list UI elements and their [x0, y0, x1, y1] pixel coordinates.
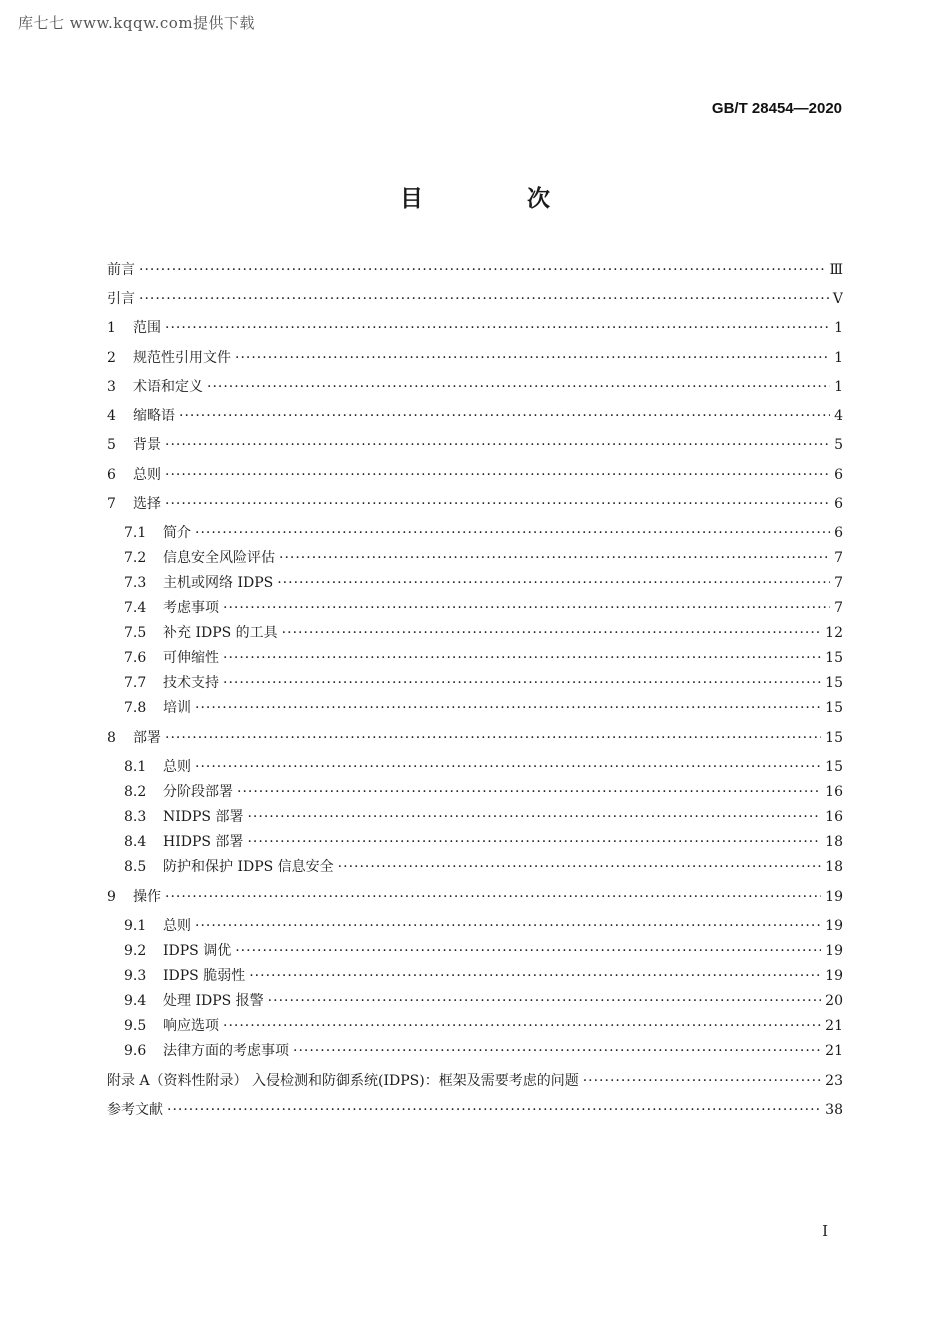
toc-entry-label: 规范性引用文件 — [133, 350, 231, 366]
toc-leader-dots — [223, 1018, 821, 1034]
toc-entry-number: 7.6 — [124, 650, 147, 666]
toc-entry-page: 18 — [825, 859, 843, 875]
toc-entry-label: HIDPS 部署 — [163, 834, 244, 850]
toc-entry-label: 总则 — [163, 759, 191, 775]
page-title: 目 次 — [399, 186, 598, 212]
toc-entry-label: 简介 — [163, 525, 191, 541]
toc-entry[interactable] — [107, 1015, 843, 1035]
toc-entry[interactable] — [107, 493, 843, 513]
toc-entry-page: 7 — [834, 550, 843, 566]
toc-entry-number: 3 — [107, 379, 116, 395]
toc-entry-label: 范围 — [133, 320, 161, 336]
toc-entry-page: 19 — [825, 889, 843, 905]
toc-entry-page: 19 — [825, 943, 843, 959]
toc-entry-label: 可伸缩性 — [163, 650, 219, 666]
toc-entry[interactable] — [107, 990, 843, 1010]
toc-entry-page: 15 — [825, 700, 843, 716]
toc-entry[interactable] — [107, 434, 843, 454]
toc-entry-label: 信息安全风险评估 — [163, 550, 275, 566]
toc-entry-label: 主机或网络 IDPS — [163, 575, 274, 591]
toc-leader-dots — [167, 1102, 821, 1118]
toc-entry-label: 总则 — [163, 918, 191, 934]
toc-leader-dots — [249, 968, 821, 984]
toc-entry-number: 7.4 — [124, 600, 147, 616]
toc-entry[interactable] — [107, 806, 843, 826]
toc-entry[interactable] — [107, 781, 843, 801]
toc-entry-label: 前言 — [107, 262, 135, 278]
toc-entry[interactable] — [107, 259, 843, 279]
toc-leader-dots — [583, 1073, 821, 1089]
toc-leader-dots — [223, 675, 821, 691]
toc-entry-label: 附录 A（资料性附录） 入侵检测和防御系统(IDPS)：框架及需要考虑的问题 — [107, 1073, 579, 1089]
toc-entry-label: 术语和定义 — [133, 379, 203, 395]
toc-entry[interactable] — [107, 288, 843, 308]
toc-leader-dots — [165, 437, 830, 453]
toc-entry-label: 防护和保护 IDPS 信息安全 — [163, 859, 334, 875]
toc-entry[interactable] — [107, 547, 843, 567]
toc-entry-label: 响应选项 — [163, 1018, 219, 1034]
toc-entry-label: 总则 — [133, 467, 161, 483]
toc-entry-label: 考虑事项 — [163, 600, 219, 616]
toc-leader-dots — [195, 700, 821, 716]
toc-entry-page: 15 — [825, 675, 843, 691]
toc-entry[interactable] — [107, 965, 843, 985]
toc-leader-dots — [195, 759, 821, 775]
toc-leader-dots — [247, 809, 821, 825]
toc-entry-number: 4 — [107, 408, 116, 424]
toc-entry-page: 21 — [825, 1018, 843, 1034]
toc-entry-page: 7 — [834, 575, 843, 591]
toc-entry-number: 1 — [107, 320, 116, 336]
toc-entry-number: 7 — [107, 496, 116, 512]
toc-entry-label: 选择 — [133, 496, 161, 512]
toc-entry[interactable] — [107, 347, 843, 367]
watermark-text: 库七七 www.kqqw.com提供下载 — [18, 14, 256, 32]
toc-entry[interactable] — [107, 317, 843, 337]
toc-entry-number: 9.2 — [124, 943, 147, 959]
toc-leader-dots — [279, 550, 830, 566]
toc-entry[interactable] — [107, 940, 843, 960]
toc-entry[interactable] — [107, 727, 843, 747]
toc-entry-label: 引言 — [107, 291, 135, 307]
toc-leader-dots — [179, 408, 830, 424]
page-number: I — [822, 1222, 828, 1240]
toc-entry-page: Ⅴ — [832, 291, 843, 307]
toc-entry[interactable] — [107, 915, 843, 935]
toc-entry-page: 6 — [834, 467, 843, 483]
toc-entry[interactable] — [107, 672, 843, 692]
toc-entry[interactable] — [107, 1070, 843, 1090]
toc-entry-label: NIDPS 部署 — [163, 809, 244, 825]
toc-entry-page: 21 — [825, 1043, 843, 1059]
toc-leader-dots — [207, 379, 830, 395]
toc-entry-page: 23 — [825, 1073, 843, 1089]
toc-entry-label: 法律方面的考虑事项 — [163, 1043, 289, 1059]
toc-entry[interactable] — [107, 856, 843, 876]
toc-leader-dots — [237, 784, 821, 800]
toc-entry-number: 9.3 — [124, 968, 147, 984]
toc-entry-page: 12 — [825, 625, 843, 641]
toc-entry-page: 20 — [825, 993, 843, 1009]
toc-leader-dots — [268, 993, 822, 1009]
toc-entry-label: 分阶段部署 — [163, 784, 233, 800]
toc-entry-page: 19 — [825, 918, 843, 934]
toc-leader-dots — [195, 918, 821, 934]
toc-entry-label: IDPS 调优 — [163, 943, 232, 959]
toc-entry-number: 9 — [107, 889, 116, 905]
toc-entry-label: 背景 — [133, 437, 161, 453]
toc-entry[interactable] — [107, 376, 843, 396]
toc-entry-page: 1 — [834, 350, 843, 366]
standard-number: GB/T 28454—2020 — [711, 100, 842, 117]
toc-leader-dots — [223, 600, 830, 616]
toc-leader-dots — [223, 650, 821, 666]
toc-entry-number: 7.3 — [124, 575, 147, 591]
toc-entry-page: Ⅲ — [829, 262, 843, 278]
toc-entry-page: 1 — [834, 379, 843, 395]
toc-entry[interactable] — [107, 572, 843, 592]
toc-leader-dots — [139, 291, 829, 307]
toc-entry-number: 9.1 — [124, 918, 147, 934]
toc-entry-page: 15 — [825, 650, 843, 666]
toc-entry-number: 9.4 — [124, 993, 147, 1009]
toc-entry-number: 5 — [107, 437, 116, 453]
toc-entry[interactable] — [107, 464, 843, 484]
toc-entry-number: 7.1 — [124, 525, 147, 541]
toc-entry-label: 参考文献 — [107, 1102, 163, 1118]
toc-entry-page: 18 — [825, 834, 843, 850]
toc-leader-dots — [165, 467, 830, 483]
toc-entry-label: 处理 IDPS 报警 — [163, 993, 264, 1009]
toc-entry[interactable] — [107, 1099, 843, 1119]
toc-entry[interactable] — [107, 756, 843, 776]
toc-entry-page: 7 — [834, 600, 843, 616]
toc-entry-number: 7.8 — [124, 700, 147, 716]
toc-leader-dots — [165, 730, 821, 746]
toc-entry[interactable] — [107, 1040, 843, 1060]
toc-leader-dots — [338, 859, 822, 875]
toc-entry[interactable] — [107, 647, 843, 667]
toc-leader-dots — [293, 1043, 821, 1059]
toc-leader-dots — [165, 889, 821, 905]
toc-entry-page: 19 — [825, 968, 843, 984]
toc-entry-label: 操作 — [133, 889, 161, 905]
toc-entry-page: 6 — [834, 525, 843, 541]
toc-entry[interactable] — [107, 405, 843, 425]
toc-entry-number: 9.6 — [124, 1043, 147, 1059]
toc-entry-number: 8 — [107, 730, 116, 746]
toc-entry-page: 1 — [834, 320, 843, 336]
toc-leader-dots — [235, 943, 821, 959]
toc-entry-page: 4 — [834, 408, 843, 424]
toc-entry-label: 缩略语 — [133, 408, 175, 424]
toc-entry-number: 7.5 — [124, 625, 147, 641]
toc-entry-number: 9.5 — [124, 1018, 147, 1034]
toc-entry-number: 8.5 — [124, 859, 147, 875]
toc-entry-number: 6 — [107, 467, 116, 483]
toc-leader-dots — [195, 525, 830, 541]
toc-leader-dots — [165, 496, 830, 512]
toc-entry-label: 培训 — [163, 700, 191, 716]
toc-entry-label: IDPS 脆弱性 — [163, 968, 246, 984]
toc-entry-number: 7.2 — [124, 550, 147, 566]
toc-entry-number: 2 — [107, 350, 116, 366]
toc-entry-page: 15 — [825, 759, 843, 775]
toc-entry-number: 7.7 — [124, 675, 147, 691]
toc-entry[interactable] — [107, 831, 843, 851]
toc-entry-label: 技术支持 — [163, 675, 219, 691]
toc-entry[interactable] — [107, 697, 843, 717]
toc-leader-dots — [247, 834, 821, 850]
toc-entry[interactable] — [107, 622, 843, 642]
toc-entry[interactable] — [107, 522, 843, 542]
toc-entry-page: 6 — [834, 496, 843, 512]
toc-entry-page: 16 — [825, 809, 843, 825]
toc-entry[interactable] — [107, 597, 843, 617]
toc-entry-page: 38 — [825, 1102, 843, 1118]
toc-entry[interactable] — [107, 886, 843, 906]
toc-entry-page: 5 — [834, 437, 843, 453]
toc-entry-number: 8.2 — [124, 784, 147, 800]
toc-entry-number: 8.4 — [124, 834, 147, 850]
toc-leader-dots — [235, 350, 830, 366]
toc-leader-dots — [165, 320, 830, 336]
toc-entry-label: 补充 IDPS 的工具 — [163, 625, 278, 641]
toc-entry-number: 8.1 — [124, 759, 147, 775]
toc-leader-dots — [277, 575, 830, 591]
toc-entry-label: 部署 — [133, 730, 161, 746]
toc-leader-dots — [139, 262, 825, 278]
toc-leader-dots — [282, 625, 822, 641]
toc-entry-number: 8.3 — [124, 809, 147, 825]
toc-entry-page: 15 — [825, 730, 843, 746]
toc-entry-page: 16 — [825, 784, 843, 800]
